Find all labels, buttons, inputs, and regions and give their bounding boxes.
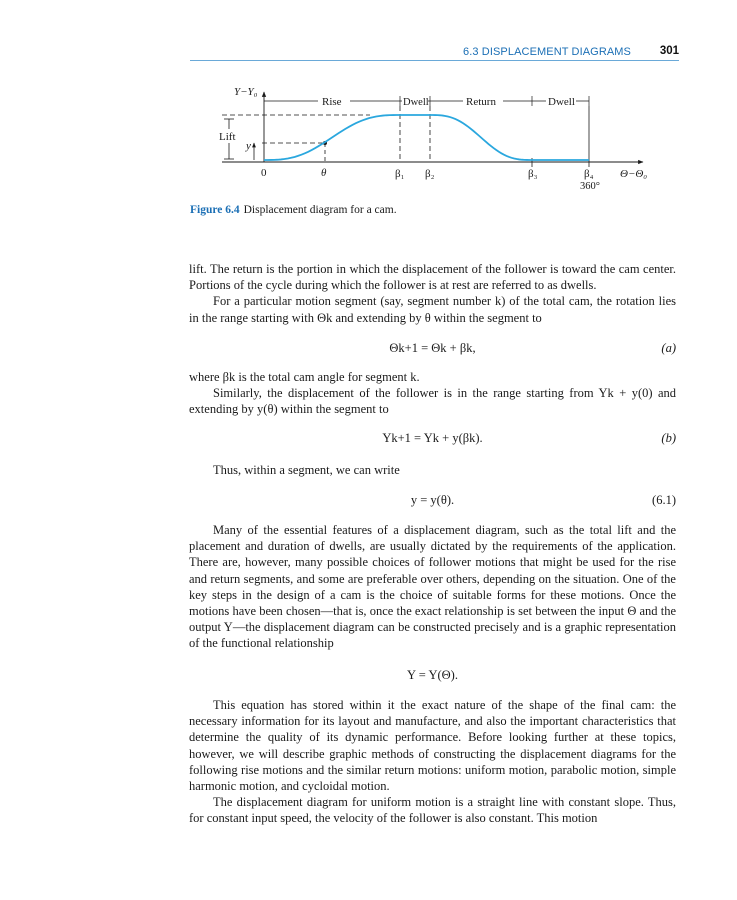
paragraph-block-4	[189, 522, 676, 652]
tick-label-theta: θ	[321, 167, 327, 179]
tick-label-beta1: β₁	[395, 168, 405, 180]
equation-b-number: (b)	[661, 431, 676, 445]
displacement-diagram	[0, 0, 737, 230]
paragraph-2: For a particular motion segment (say, segment number k) of the total cam, the rotation lies in the range starting with Θk and extending by θ within the segment to	[189, 294, 676, 325]
paragraph-6: Many of the essential features of a displacement diagram, such as the total lift and the placement and duration of dwells, are usually dictated by the requirements of the application. There are, however, many possible choices of follower motions that might be used for the rise and return segments, and some are preferable over others, depending on the situation. One of the key steps in the design of a cam is the choice of suitable forms for these motions. Once the motions have been chosen—that is, once the exact relationship is set between the input Θ and the output Y—the displacement diagram can be constructed precisely and is a graphic representation of the functional relationship	[189, 523, 676, 651]
equation-a-number: (a)	[661, 341, 676, 355]
tick-label-beta2: β₂	[425, 168, 435, 180]
equation-d-body: Y = Y(Θ).	[407, 668, 458, 682]
paragraph-8: The displacement diagram for uniform motion is a straight line with constant slope. Thus, for constant input speed, the velocity of the follower is also constant. This motion	[189, 795, 676, 826]
paragraph-3: where βk is the total cam angle for segment k.	[189, 370, 420, 384]
tick-label-0: 0	[261, 167, 267, 179]
equation-b-body: Yk+1 = Yk + y(βk).	[382, 431, 483, 445]
tick-label-360: 360°	[580, 181, 600, 192]
equation-d	[189, 668, 676, 686]
equation-6-1	[189, 493, 676, 511]
paragraph-block-5	[189, 697, 676, 827]
paragraph-5: Thus, within a segment, we can write	[213, 463, 400, 477]
tick-label-beta3: β₃	[528, 168, 538, 180]
lift-label: Lift	[219, 131, 236, 143]
equation-6-1-body: y = y(θ).	[410, 493, 455, 507]
segment-label-dwell-2: Dwell	[548, 96, 575, 108]
paragraph-7: This equation has stored within it the exact nature of the shape of the final cam: the necessary information for its layout and manufacture, and also the important characteristics that determine the quality of its dynamic performance. Before looking further at these topics, however, we will describe graphic methods of constructing the displacement diagrams for the following rise motions and the similar return motions: uniform motion, parabolic motion, simple harmonic motion, and cycloidal motion.	[189, 698, 676, 794]
paragraph-block-1	[189, 261, 676, 326]
segment-label-return: Return	[466, 96, 496, 108]
paragraph-block-3	[189, 462, 676, 478]
equation-a-body: Θk+1 = Θk + βk,	[389, 341, 476, 355]
x-axis-label: Θ−Θ₀	[620, 168, 648, 180]
y-axis-label: Y−Y₀	[234, 86, 258, 98]
figure-caption	[190, 204, 397, 216]
paragraph-1: lift. The return is the portion in which the displacement of the follower is toward the cam center. Portions of the cycle during which the follower is at rest are referred to as dwells.	[189, 262, 676, 293]
equation-a	[189, 341, 676, 359]
equation-6-1-number: (6.1)	[652, 493, 676, 507]
paragraph-4: Similarly, the displacement of the follower is in the range starting from Yk + y(0) and extending by y(θ) within the segment to	[189, 386, 676, 417]
segment-label-rise: Rise	[322, 96, 342, 108]
displacement-curve	[264, 115, 589, 160]
tick-label-beta4: β₄	[584, 168, 594, 180]
section-title: 6.3 DISPLACEMENT DIAGRAMS	[463, 46, 631, 58]
paragraph-block-2	[189, 369, 676, 418]
figure-caption-text: Displacement diagram for a cam.	[243, 204, 397, 216]
equation-b	[189, 431, 676, 449]
segment-label-dwell-1: Dwell	[403, 97, 429, 108]
figure-label: Figure 6.4	[190, 204, 240, 216]
y-label: y	[246, 140, 251, 152]
page-number: 301	[659, 45, 679, 57]
